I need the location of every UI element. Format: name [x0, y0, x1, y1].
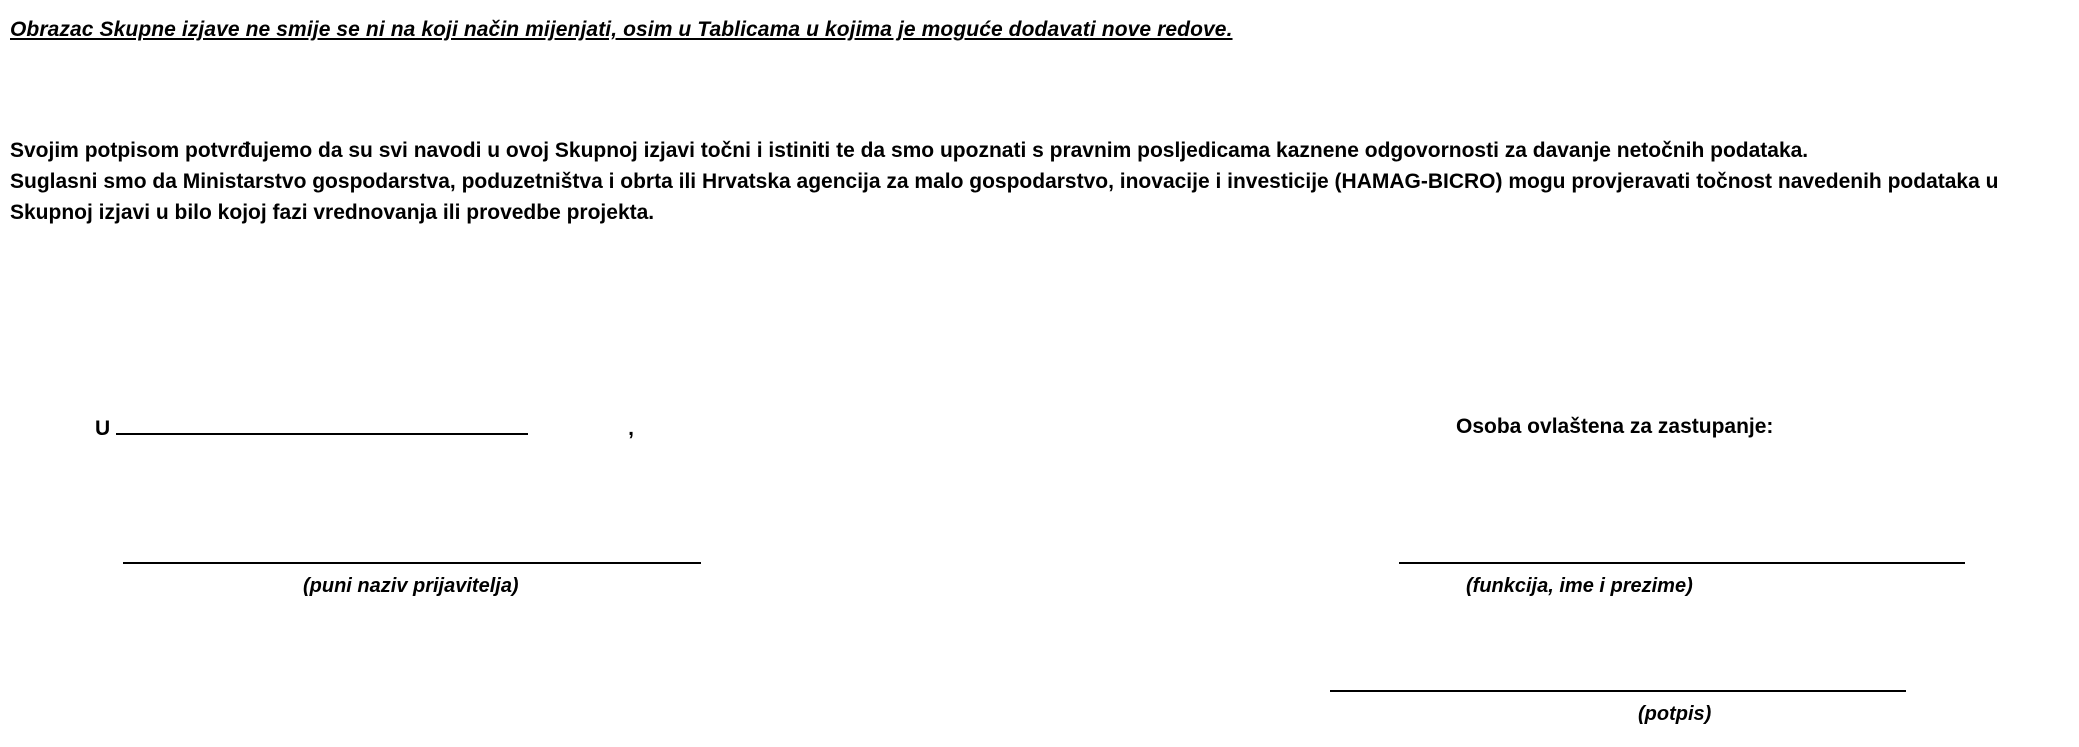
form-modification-notice: Obrazac Skupne izjave ne smije se ni na koji način mijenjati, osim u Tablicama u kojima je moguće dodavati nove redove.: [10, 18, 1233, 41]
place-field-group: [95, 415, 634, 441]
signature-line[interactable]: [1330, 690, 1906, 692]
declaration-paragraph-2: Suglasni smo da Ministarstvo gospodarstva, poduzetništva i obrta ili Hrvatska agencija za malo gospodarstvo, inovacije i investicije (HAMAG-BICRO) mogu provjeravati točnost navedenih podataka u Skupnoj izjavi u bilo kojoj fazi vrednovanja ili provedbe projekta.: [10, 170, 1999, 224]
place-prefix-label: U: [95, 417, 111, 440]
authorized-person-label: Osoba ovlaštena za zastupanje:: [1456, 415, 1774, 438]
applicant-name-caption: (puni naziv prijavitelja): [303, 575, 519, 597]
place-comma: ,: [628, 417, 635, 440]
place-input-line[interactable]: [116, 415, 528, 435]
function-name-caption: (funkcija, ime i prezime): [1466, 575, 1693, 597]
signature-caption: (potpis): [1638, 703, 1712, 725]
declaration-paragraph-1: Svojim potpisom potvrđujemo da su svi navodi u ovoj Skupnoj izjavi točni i istiniti te da smo upoznati s pravnim posljedicama kaznene odgovornosti za davanje netočnih podataka.: [10, 139, 1809, 162]
declaration-text: [10, 135, 2070, 228]
applicant-name-line[interactable]: [123, 562, 701, 564]
function-name-line[interactable]: [1399, 562, 1965, 564]
